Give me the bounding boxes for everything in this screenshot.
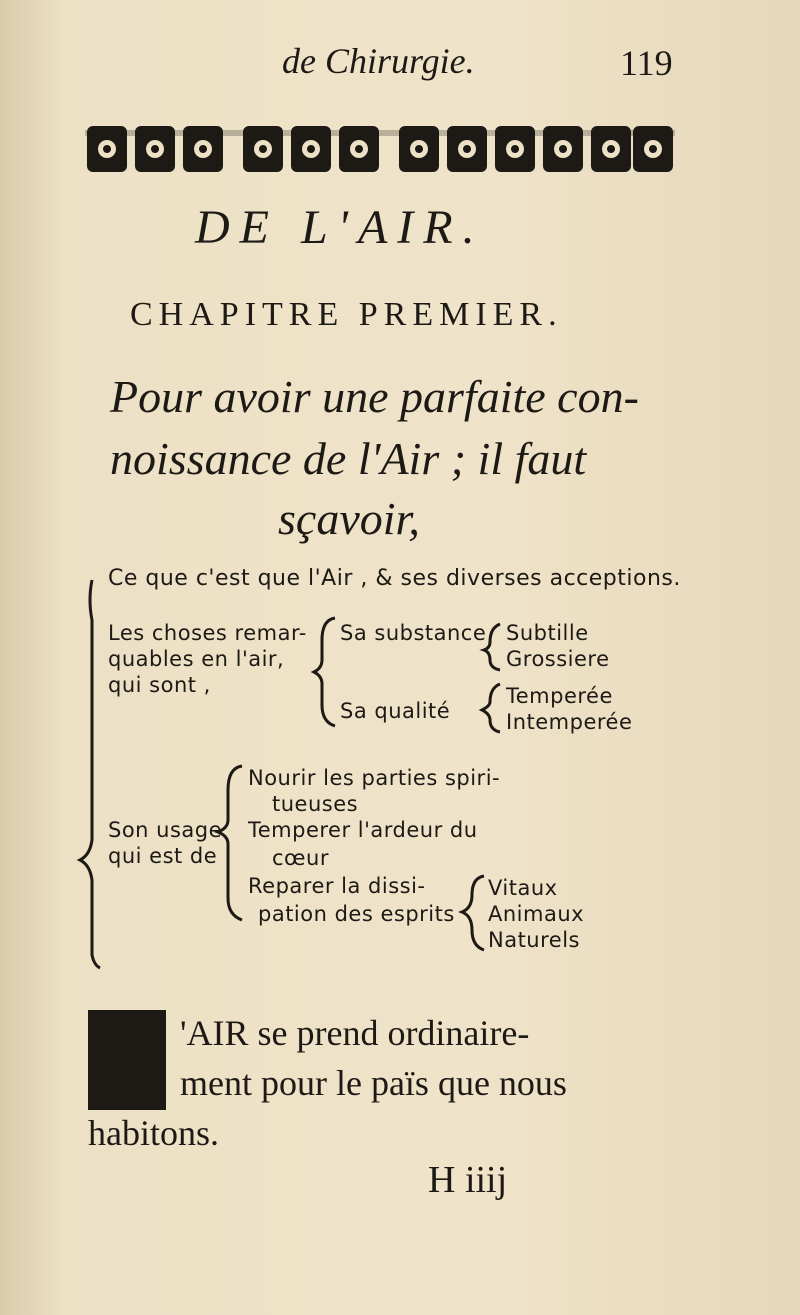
outline-leaf: Temperer l'ardeur du bbox=[248, 818, 478, 842]
outline-leaf: pation des esprits bbox=[258, 902, 455, 926]
outline-heading: Ce que c'est que l'Air , & ses diverses acceptions. bbox=[108, 566, 681, 591]
body-line: habitons. bbox=[88, 1113, 219, 1153]
outline-leaf: Temperée bbox=[506, 684, 613, 708]
outline-branch: Sa substance bbox=[340, 621, 487, 645]
outline-leaf: Animaux bbox=[488, 902, 585, 926]
intro-line: Pour avoir une parfaite con- bbox=[110, 371, 639, 422]
outline-leaf: Subtille bbox=[506, 621, 589, 645]
outline-leaf: Vitaux bbox=[488, 876, 558, 900]
outline-leaf: cœur bbox=[272, 846, 329, 870]
outline-label: quables en l'air, bbox=[108, 647, 285, 671]
outline-leaf: tueuses bbox=[272, 792, 359, 816]
outline-branch: Sa qualité bbox=[340, 699, 451, 723]
outline-leaf: Reparer la dissi- bbox=[248, 874, 426, 898]
outline-label: qui sont , bbox=[108, 673, 211, 697]
chapter-title: CHAPITRE PREMIER. bbox=[130, 296, 563, 333]
signature-mark: H iiij bbox=[428, 1159, 508, 1201]
outline-leaf: Nourir les parties spiri- bbox=[248, 766, 501, 790]
body-line: 'AIR se prend ordinaire- bbox=[180, 1013, 530, 1053]
outline-label: Les choses remar- bbox=[108, 621, 307, 645]
outline-label: qui est de bbox=[108, 844, 218, 868]
running-header: de Chirurgie. bbox=[282, 41, 475, 81]
drop-cap bbox=[88, 1010, 166, 1110]
outline-leaf: Grossiere bbox=[506, 647, 610, 671]
intro-line: noissance de l'Air ; il faut bbox=[110, 433, 587, 484]
intro-line: sçavoir, bbox=[278, 493, 420, 544]
main-title: DE L'AIR. bbox=[195, 201, 485, 254]
outline-leaf: Naturels bbox=[488, 928, 580, 952]
body-line: ment pour le païs que nous bbox=[180, 1063, 567, 1103]
outline-leaf: Intemperée bbox=[506, 710, 633, 734]
page-number: 119 bbox=[620, 43, 673, 83]
outline-label: Son usage bbox=[108, 818, 223, 842]
